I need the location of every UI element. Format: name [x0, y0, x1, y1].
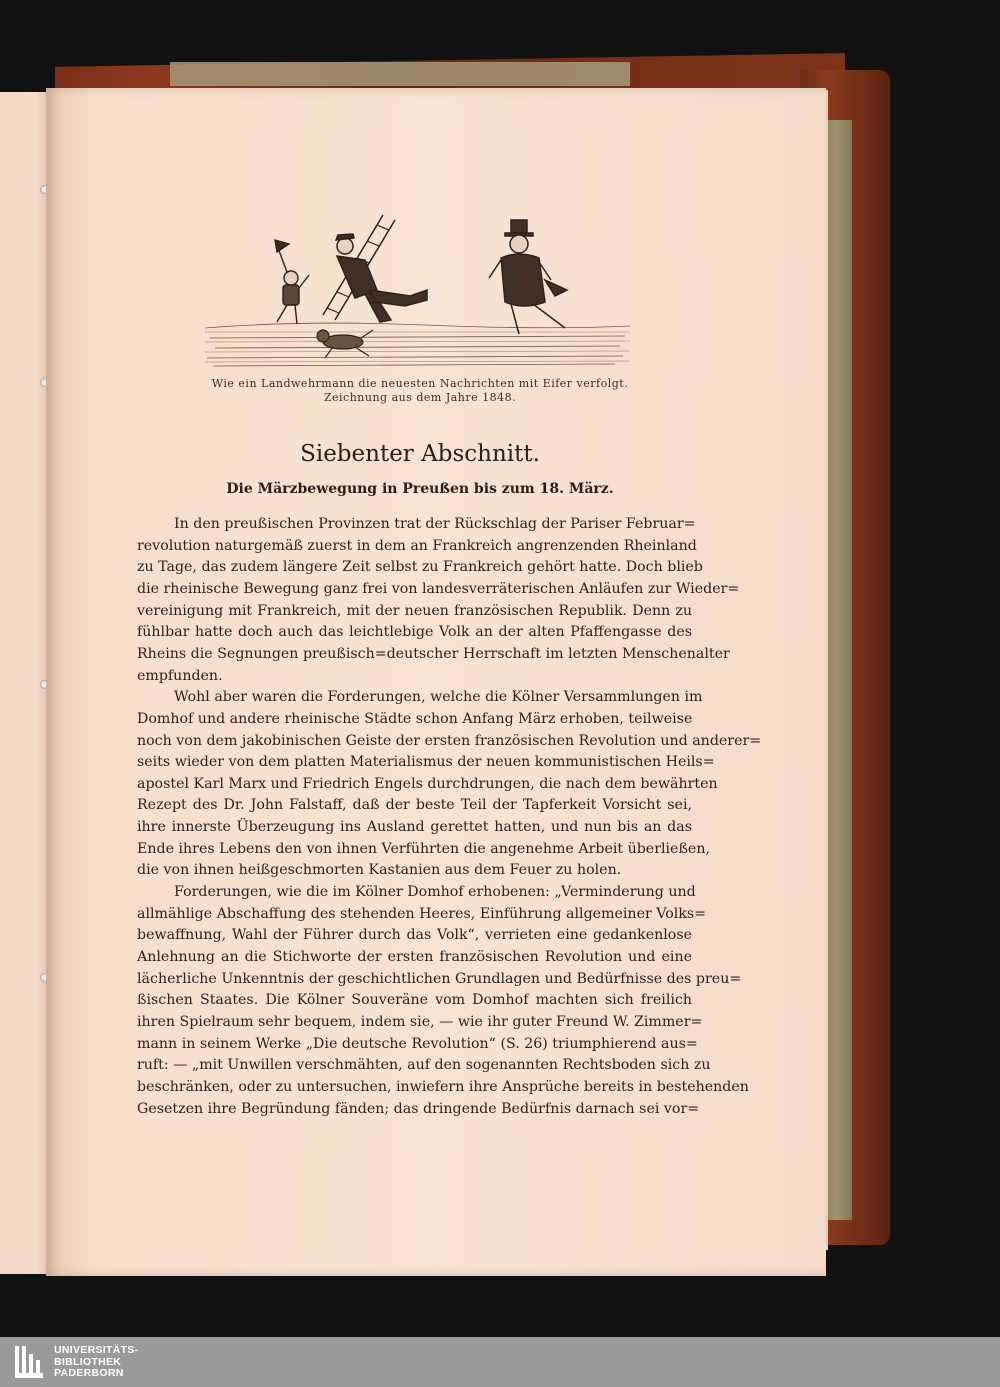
- text-line: Gesetzen ihre Begründung fänden; das dringende Bedürfnis darnach sei vor=: [137, 1101, 700, 1117]
- library-name: [54, 1345, 138, 1380]
- library-name-line: UNIVERSITÄTS-: [54, 1344, 139, 1356]
- text-line: apostel Karl Marx und Friedrich Engels durchdrungen, die nach dem bewährten: [137, 776, 718, 792]
- text-line: Ende ihres Lebens den von ihnen Verführten die angenehme Arbeit überließen,: [137, 841, 710, 857]
- text-line: die rheinische Bewegung ganz frei von landesverräterischen Anläufen zur Wieder=: [137, 581, 740, 597]
- figure-caption-line: Wie ein Landwehrmann die neuesten Nachrichten mit Eifer verfolgt.: [211, 377, 629, 390]
- text-line: ihre innerste Überzeugung ins Ausland gerettet hatten, und nun bis an das: [137, 819, 692, 835]
- text-line: zu Tage, das zudem längere Zeit selbst zu Frankreich gehört hatte. Doch blieb: [137, 559, 703, 575]
- dog-figure: [317, 330, 373, 358]
- text-line: empfunden.: [137, 668, 223, 684]
- text-line: Rheins die Segnungen preußisch=deutscher Herrschaft im letzten Menschenalter: [137, 646, 730, 662]
- text-line: bewaffnung, Wahl der Führer durch das Volk“, verrieten eine gedankenlose: [137, 927, 692, 943]
- library-footer: [0, 1337, 1000, 1387]
- text-line: noch von dem jakobinischen Geiste der ersten französischen Revolution und anderer=: [137, 733, 762, 749]
- figure-caption-line: Zeichnung aus dem Jahre 1848.: [323, 391, 517, 404]
- text-line: vereinigung mit Frankreich, mit der neuen französischen Republik. Denn zu: [137, 603, 692, 619]
- chapter-subtitle: Die Märzbewegung in Preußen bis zum 18. März.: [226, 481, 614, 497]
- library-name-line: BIBLIOTHEK: [54, 1355, 122, 1368]
- text-line: ihren Spielraum sehr bequem, indem sie, — wie ihr guter Freund W. Zimmer=: [137, 1014, 703, 1030]
- top-hat-man-figure: [489, 220, 567, 334]
- text-line: die von ihnen heißgeschmorten Kastanien aus dem Feuer zu holen.: [137, 862, 622, 878]
- text-line: ruft: — „mit Unwillen verschmähten, auf den sogenannten Rechtsboden sich zu: [137, 1057, 711, 1073]
- text-line: Rezept des Dr. John Falstaff, daß der beste Teil der Tapferkeit Vorsicht sei,: [137, 797, 692, 813]
- book-cover-cloth: [170, 62, 630, 86]
- chapter-title: Siebenter Abschnitt.: [300, 441, 540, 467]
- engraving-illustration: [205, 210, 630, 375]
- library-logo-icon: [15, 1346, 43, 1378]
- text-line: beschränken, oder zu untersuchen, inwiefern ihre Ansprüche bereits in bestehenden: [137, 1079, 749, 1095]
- text-line: mann in seinem Werke „Die deutsche Revolution“ (S. 26) triumphierend aus=: [137, 1036, 698, 1052]
- text-line: revolution naturgemäß zuerst in dem an Frankreich angrenzenden Rheinland: [137, 538, 697, 554]
- text-line: allmählige Abschaffung des stehenden Heeres, Einführung allgemeiner Volks=: [137, 906, 707, 922]
- text-line: lächerliche Unkenntnis der geschichtlichen Grundlagen und Bedürfnisse des preu=: [137, 971, 742, 987]
- library-name-line: PADERBORN: [54, 1367, 124, 1379]
- child-figure: [275, 240, 309, 324]
- text-line: Forderungen, wie die im Kölner Domhof erhobenen: „Verminderung und: [174, 884, 696, 900]
- text-line: seits wieder von dem platten Materialismus der neuen kommunistischen Heils=: [137, 754, 715, 770]
- text-line: fühlbar hatte doch auch das leichtlebige Volk an der alten Pfaffengasse des: [137, 624, 692, 640]
- text-line: In den preußischen Provinzen trat der Rückschlag der Pariser Februar=: [174, 516, 696, 532]
- ladder-man-figure: [323, 215, 427, 322]
- text-line: Domhof und andere rheinische Städte schon Anfang März erhoben, teilweise: [137, 711, 693, 727]
- text-line: Wohl aber waren die Forderungen, welche die Kölner Versammlungen im: [174, 689, 703, 705]
- text-line: ßischen Staates. Die Kölner Souveräne vom Domhof machten sich freilich: [137, 992, 692, 1008]
- text-line: Anlehnung an die Stichworte der ersten französischen Revolution und eine: [137, 949, 692, 965]
